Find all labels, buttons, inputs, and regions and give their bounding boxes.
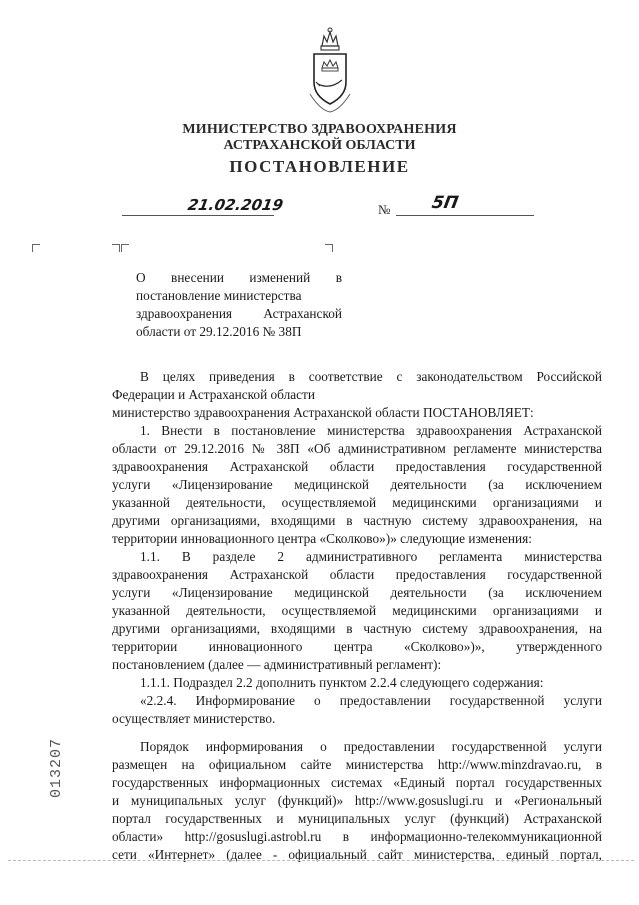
ministry-name-line1: МИНИСТЕРСТВО ЗДРАВООХРАНЕНИЯ — [182, 122, 457, 137]
body-line: здравоохранения Астраханской области предоставления государственной — [112, 567, 602, 582]
body-line: здравоохранения Астраханской области предоставления государственной — [112, 459, 602, 474]
body-line: указанной деятельности, осуществляемой медицинскими организациями и — [112, 603, 602, 618]
body-line: Порядок информирования о предоставлении государственной услуги — [140, 739, 602, 754]
body-line: услуги «Лицензирование медицинской деятельности (за исключением — [112, 585, 602, 600]
body-line: территории инновационного центра «Сколково»)», утвержденного — [112, 639, 602, 654]
body-line: постановлением (далее — административный регламент): — [112, 657, 442, 672]
coat-of-arms-emblem — [300, 24, 360, 120]
corner-mark-icon — [121, 244, 129, 252]
serial-number: 013207 — [48, 737, 65, 798]
body-line: государственных информационных системах «Единый портал государственных — [112, 775, 602, 790]
body-line: Федерации и Астраханской области — [112, 387, 315, 402]
handwritten-number: 5П — [430, 193, 460, 213]
page-edge-line — [8, 860, 634, 862]
subject-line: области от 29.12.2016 № 38П — [136, 324, 302, 339]
body-line: другими организациями, входящими в частную систему здравоохранения, на — [112, 621, 602, 636]
document-body — [112, 368, 602, 864]
body-line: «2.2.4. Информирование о предоставлении государственной услуги — [140, 693, 602, 708]
body-line: осуществляет министерство. — [112, 711, 276, 726]
subject-line: здравоохранения Астраханской — [136, 306, 342, 321]
body-line: указанной деятельности, осуществляемой медицинскими организациями и — [112, 495, 602, 510]
body-line: портал государственных и муниципальных услуг (функций) Астраханской — [112, 811, 602, 826]
handwritten-date: 21.02.2019 — [186, 196, 285, 214]
corner-mark-icon — [112, 244, 120, 252]
corner-mark-icon — [32, 244, 40, 252]
body-line: В целях приведения в соответствие с законодательством Российской — [140, 369, 602, 384]
body-line: министерство здравоохранения Астраханской области ПОСТАНОВЛЯЕТ: — [112, 405, 534, 420]
number-underline — [396, 214, 534, 216]
body-line: размещен на официальном сайте министерства http://www.minzdravao.ru, в — [112, 757, 602, 772]
body-line: области от 29.12.2016 № 38П «Об административном регламенте министерства — [112, 441, 602, 456]
number-label: № — [378, 202, 391, 217]
body-line: и муниципальных услуг (функций)» http://www.gosuslugi.ru и «Региональный — [112, 793, 602, 808]
body-line: 1. Внести в постановление министерства здравоохранения Астраханской — [140, 423, 602, 438]
body-line: другими организациями, входящими в частную систему здравоохранения, на — [112, 513, 602, 528]
subject-line: О внесении изменений в — [136, 270, 342, 285]
serial-stamp — [46, 718, 66, 800]
body-line: услуги «Лицензирование медицинской деятельности (за исключением — [112, 477, 602, 492]
ministry-name-line2: АСТРАХАНСКОЙ ОБЛАСТИ — [223, 138, 416, 153]
document-type-title: ПОСТАНОВЛЕНИЕ — [229, 157, 410, 176]
body-line: области» http://gosuslugi.astrobl.ru в информационно-телекоммуникационной — [112, 829, 602, 844]
body-line: 1.1.1. Подраздел 2.2 дополнить пунктом 2.2.4 следующего содержания: — [140, 675, 544, 690]
corner-mark-icon — [325, 244, 333, 252]
document-subject — [136, 269, 342, 341]
body-line: 1.1. В разделе 2 административного регламента министерства — [140, 549, 602, 564]
subject-line: постановление министерства — [136, 288, 302, 303]
date-underline — [122, 214, 274, 216]
body-line: территории инновационного центра «Сколково»)» следующие изменения: — [112, 531, 532, 546]
body-line: сети «Интернет» (далее - официальный сайт министерства, единый портал, — [112, 847, 602, 862]
